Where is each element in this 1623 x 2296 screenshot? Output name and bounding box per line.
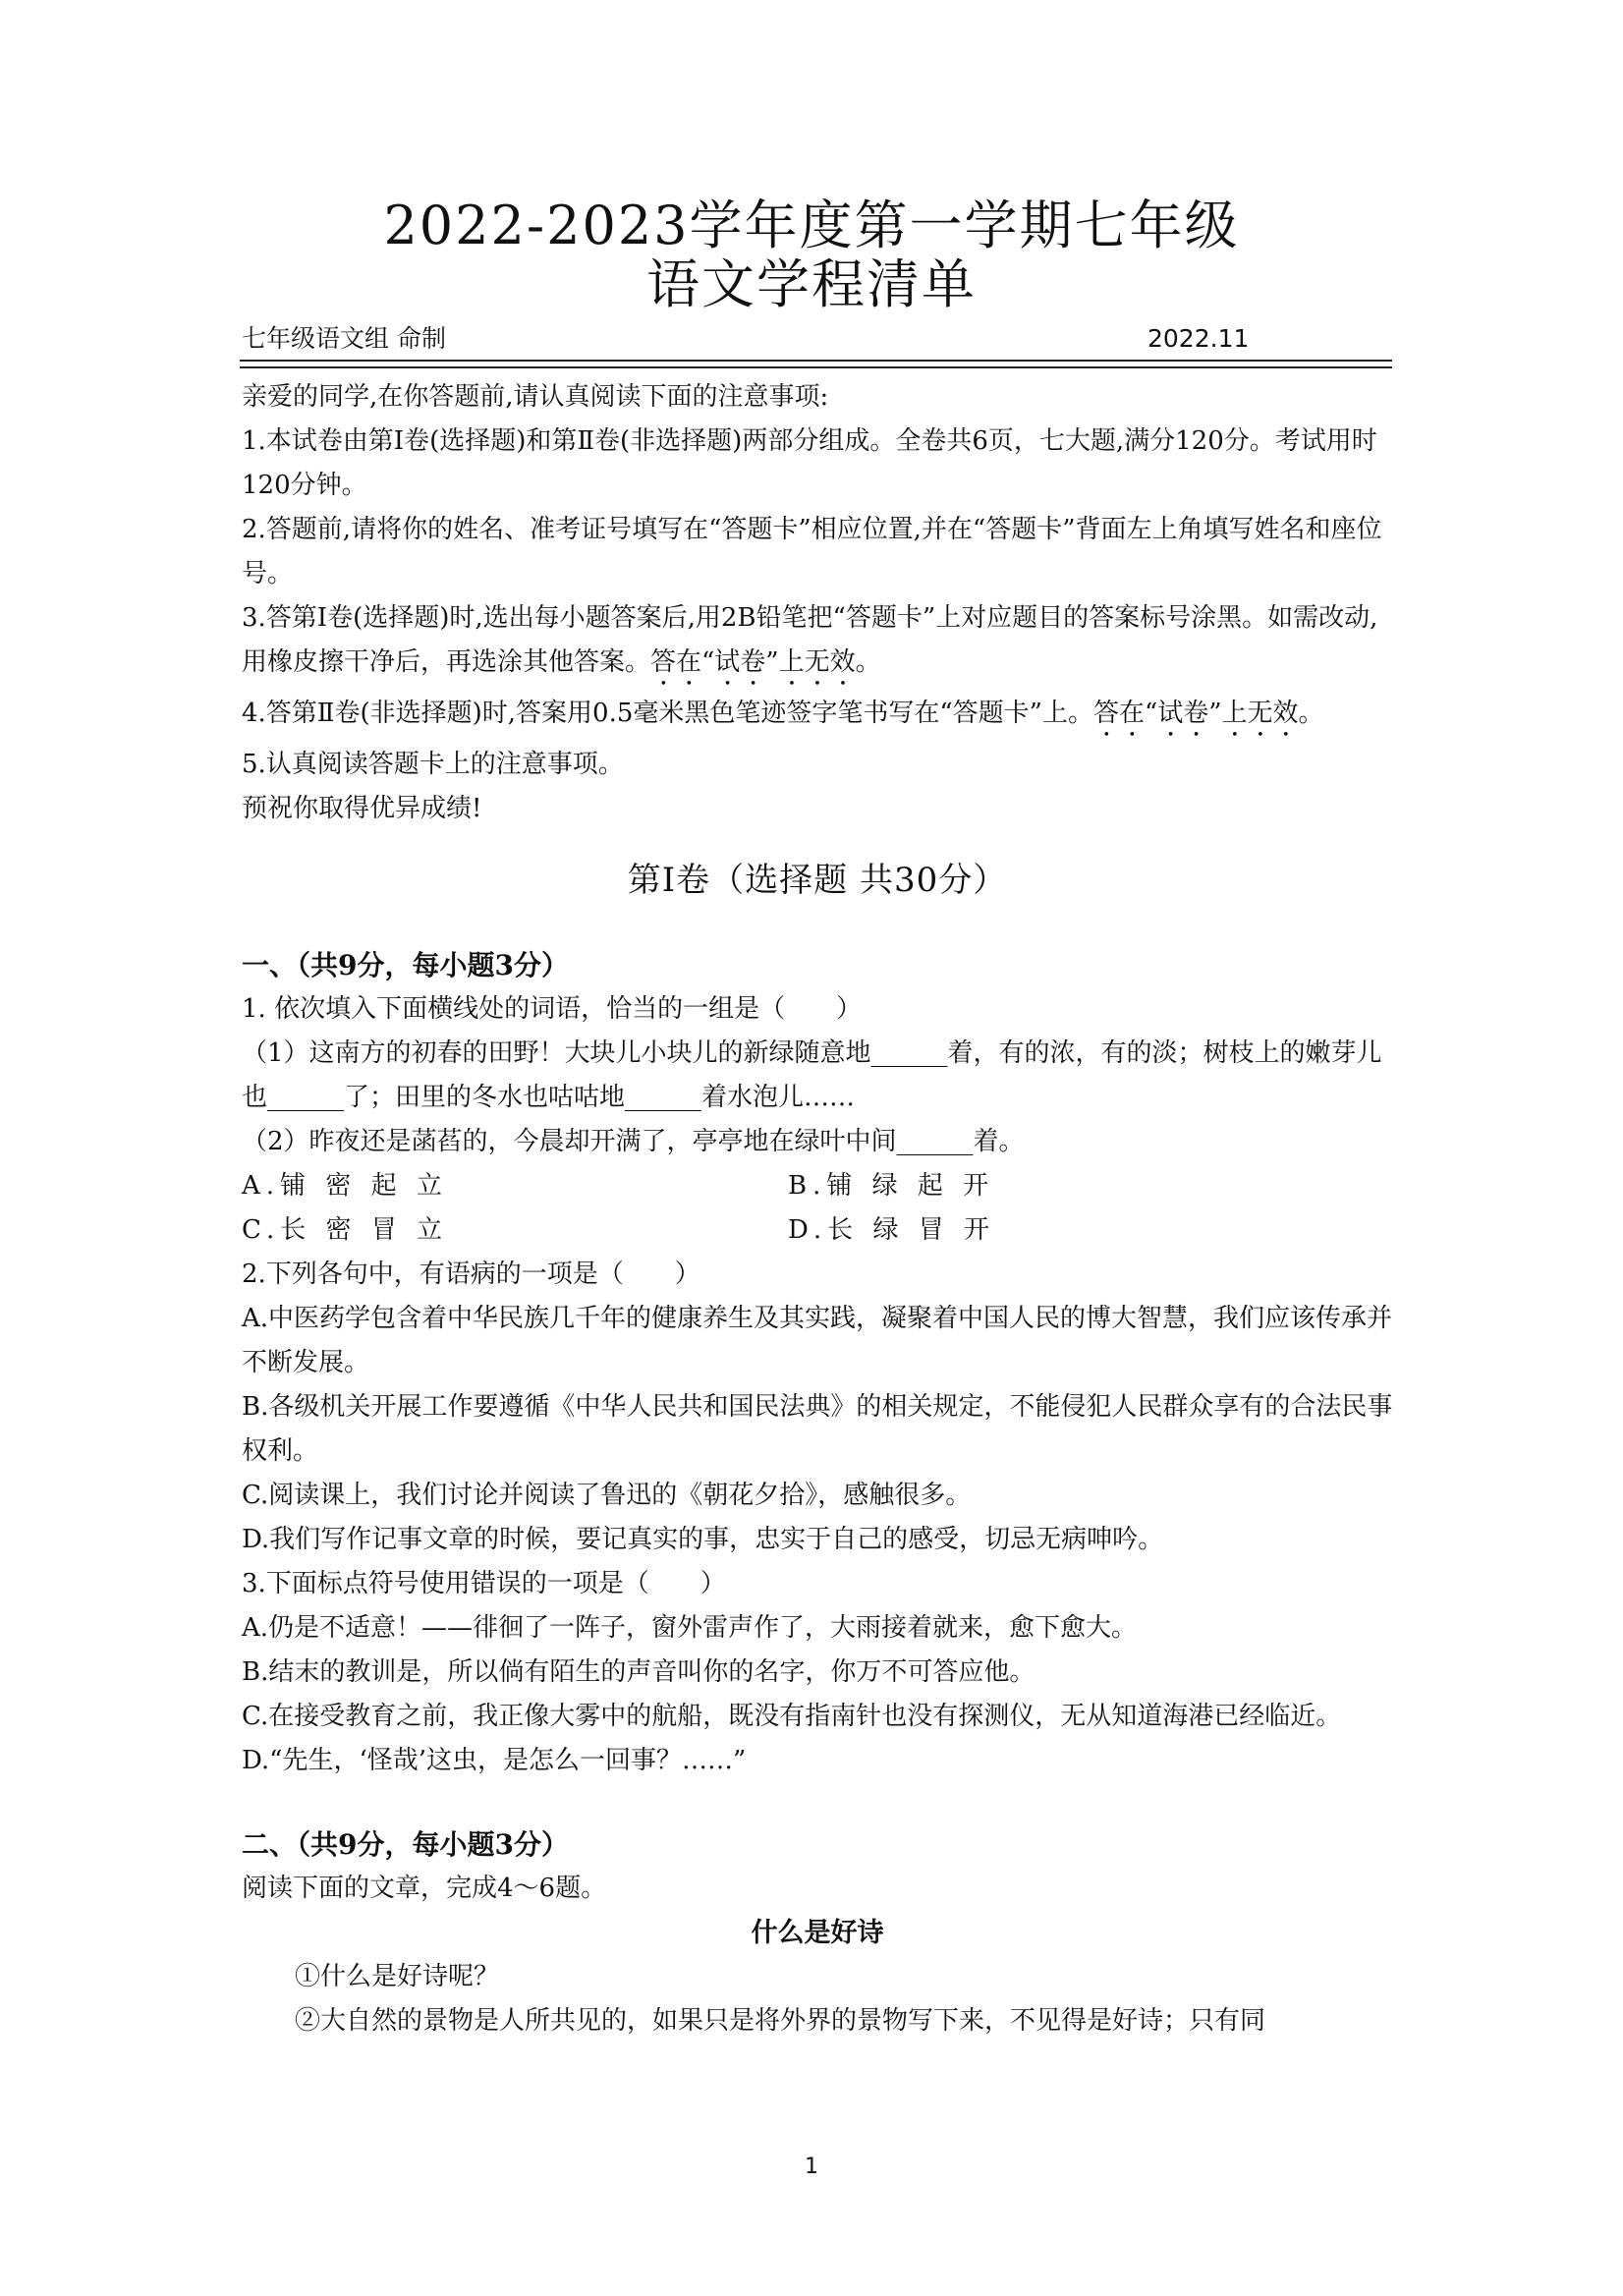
section1-heading: 一、（共9分，每小题3分） — [242, 949, 569, 981]
section2-heading: 二、（共9分，每小题3分） — [242, 1828, 569, 1861]
header-rule-top — [240, 360, 1392, 362]
exam-title-line1: 2022-2023学年度第一学期七年级 — [383, 195, 1240, 256]
notice-item-3-text: 3.答第Ⅰ卷(选择题)时,选出每小题答案后,用2B铅笔把“答题卡”上对应题目的答案标号涂黑。如需改动,用橡皮擦干净后，再选涂其他答案。 — [242, 603, 1378, 677]
section2-intro: 阅读下面的文章，完成4～6题。 — [242, 1874, 607, 1903]
exam-content — [242, 375, 1393, 2044]
date-label: 2022.11 — [1147, 324, 1250, 353]
q1-line1: （1）这南方的初春的田野！大块儿小块儿的新绿随意地______着，有的浓，有的淡；树枝上的嫩芽儿也______了；田里的冬水也咕咕地______着水泡儿…… — [242, 1038, 1382, 1112]
q3-option-c: C.在接受教育之前，我正像大雾中的航船，既没有指南针也没有探测仪，无从知道海港已经临近。 — [242, 1702, 1342, 1731]
q2-option-a: A.中医药学包含着中华民族几千年的健康养生及其实践，凝聚着中国人民的博大智慧，我们应该传承并不断发展。 — [242, 1304, 1393, 1377]
q1-line2: （2）昨夜还是菡萏的，今晨却开满了，亭亭地在绿叶中间______着。 — [242, 1127, 1025, 1156]
q1-option-c: C.长 密 冒 立 — [242, 1215, 449, 1245]
notice-intro: 亲爱的同学,在你答题前,请认真阅读下面的注意事项: — [242, 382, 829, 412]
q1-stem: 1. 依次填入下面横线处的词语，恰当的一组是（ ） — [242, 994, 863, 1024]
notice-item-3 — [242, 596, 1393, 692]
q1-option-d: D.长 绿 冒 开 — [788, 1215, 995, 1245]
q3-option-d: D.“先生，‘怪哉’这虫，是怎么一回事？……” — [242, 1746, 747, 1775]
notice-item-4-text: 4.答第Ⅱ卷(非选择题)时,答案用0.5毫米黑色笔迹签字笔书写在“答题卡”上。 — [242, 699, 1093, 728]
notice-item-5: 5.认真阅读答题卡上的注意事项。 — [242, 750, 624, 779]
q1-option-b: B.铺 绿 起 开 — [788, 1171, 995, 1201]
q1-options-row2 — [242, 1208, 1393, 1253]
q1-option-a: A.铺 密 起 立 — [242, 1171, 448, 1201]
article-paragraph-2: ②大自然的景物是人所共见的，如果只是将外界的景物写下来，不见得是好诗；只有同 — [295, 2006, 1266, 2036]
q2-option-d: D.我们写作记事文章的时候，要记真实的事，忠实于自己的感受，切忌无病呻吟。 — [242, 1525, 1164, 1554]
section-gap — [242, 1783, 1393, 1822]
header-rule-bottom — [240, 366, 1392, 368]
notice-item-2: 2.答题前,请将你的姓名、准考证号填写在“答题卡”相应位置,并在“答题卡”背面左上角填写姓名和座位号。 — [242, 515, 1382, 588]
part1-heading: 第Ⅰ卷（选择题 共30分） — [627, 861, 1008, 900]
notice-item-3-emphasis: 答在“试卷”上无效。 — [650, 647, 881, 677]
q2-option-c: C.阅读课上，我们讨论并阅读了鲁迅的《朝花夕拾》，感触很多。 — [242, 1481, 972, 1510]
author-label: 七年级语文组 命制 — [242, 324, 446, 353]
page-number: 1 — [805, 2155, 818, 2179]
q1-options-row1 — [242, 1164, 1393, 1208]
q2-stem: 2.下列各句中，有语病的一项是（ ） — [242, 1260, 700, 1289]
notice-block — [242, 375, 1393, 831]
q2-option-b: B.各级机关开展工作要遵循《中华人民共和国民法典》的相关规定，不能侵犯人民群众享有的合法民事权利。 — [242, 1392, 1393, 1466]
q3-stem: 3.下面标点符号使用错误的一项是（ ） — [242, 1569, 726, 1598]
notice-item-4-emphasis: 答在“试卷”上无效。 — [1092, 699, 1324, 728]
notice-closing: 预祝你取得优异成绩! — [242, 794, 482, 823]
notice-item-1: 1.本试卷由第Ⅰ卷(选择题)和第Ⅱ卷(非选择题)两部分组成。全卷共6页，七大题,满分120分。考试用时120分钟。 — [242, 426, 1377, 500]
exam-title-line2: 语文学程清单 — [646, 253, 977, 315]
q3-option-a: A.仍是不适意！——徘徊了一阵子，窗外雷声作了，大雨接着就来，愈下愈大。 — [242, 1613, 1138, 1643]
article-paragraph-1: ①什么是好诗呢？ — [295, 1962, 500, 1991]
article-title: 什么是好诗 — [751, 1918, 884, 1948]
q3-option-b: B.结末的教训是，所以倘有陌生的声音叫你的名字，你万不可答应他。 — [242, 1657, 1035, 1687]
notice-item-4 — [242, 692, 1393, 743]
